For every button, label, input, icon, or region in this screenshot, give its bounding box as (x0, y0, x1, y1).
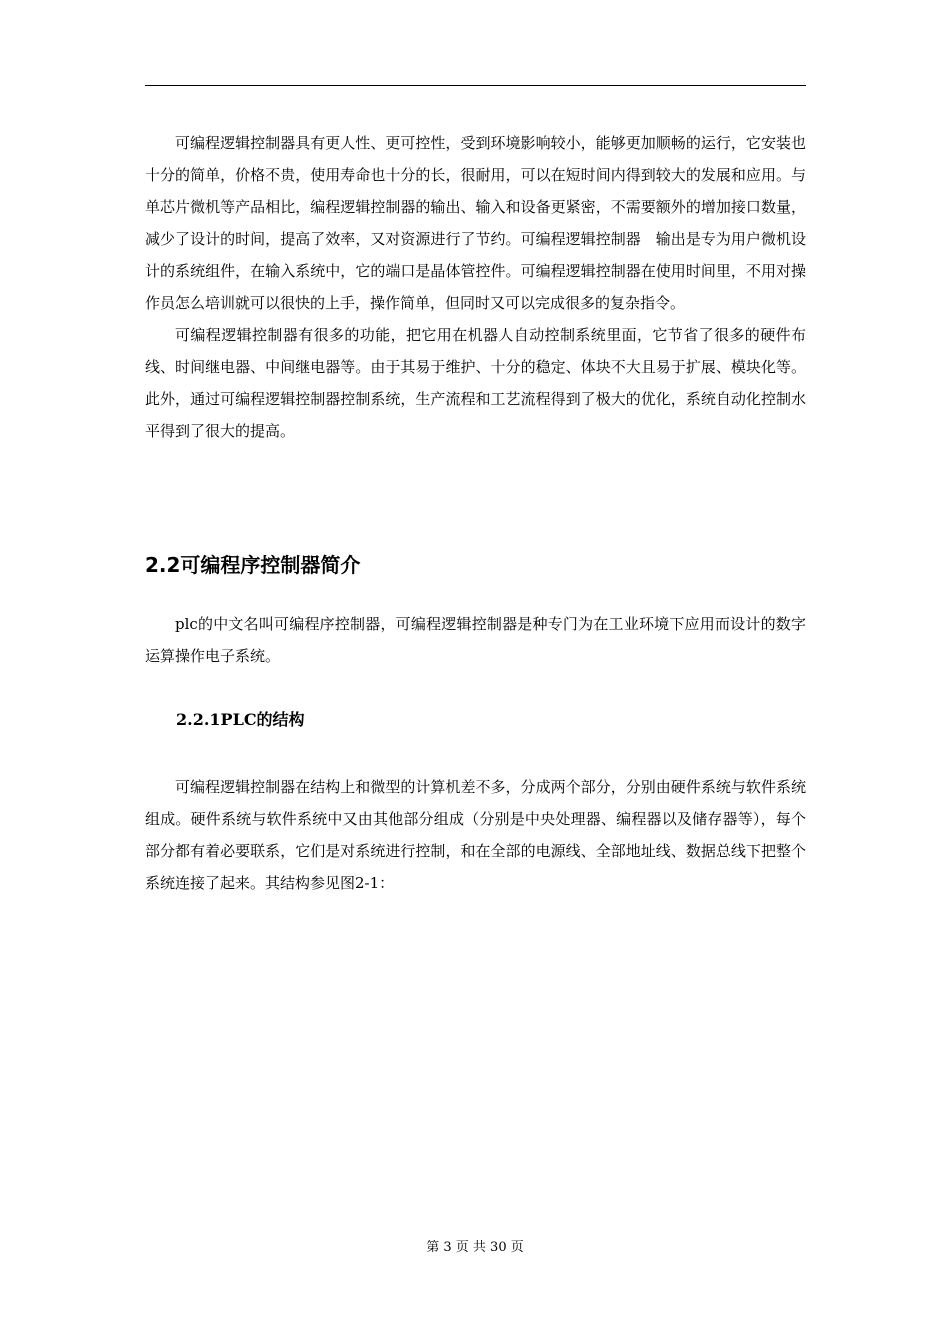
page-number-footer: 第 3 页 共 30 页 (426, 1240, 524, 1255)
paragraph-plc-structure: 可编程逻辑控制器在结构上和微型的计算机差不多，分成两个部分，分别由硬件系统与软件系统组成。硬件系统与软件系统中又由其他部分组成（分别是中央处理器、编程器以及储存器等），每个部分都有着必要联系，它们是对系统进行控制，和在全部的电源线、全部地址线、数据总线下把整个系统连接了起来。其结构参见图2-1： (145, 778, 806, 892)
intro-text-block (145, 127, 806, 447)
paragraph-plc-definition: plc的中文名叫可编程序控制器，可编程逻辑控制器是种专门为在工业环境下应用而设计的数字运算操作电子系统。 (145, 615, 806, 665)
section-2-2-text-block (145, 608, 806, 672)
header-rule (145, 85, 806, 86)
paragraph-plc-functions: 可编程逻辑控制器有很多的功能，把它用在机器人自动控制系统里面，它节省了很多的硬件布线、时间继电器、中间继电器等。由于其易于维护、十分的稳定、体块不大且易于扩展、模块化等。此外，通过可编程逻辑控制器控制系统，生产流程和工艺流程得到了极大的优化，系统自动化控制水平得到了很大的提高。 (145, 326, 806, 440)
section-2-2-1-text-block (145, 771, 806, 899)
subsection-heading-2-2-1: 2.2.1PLC的结构 (176, 710, 305, 729)
paragraph-plc-advantages: 可编程逻辑控制器具有更人性、更可控性，受到环境影响较小，能够更加顺畅的运行，它安装也十分的简单，价格不贵，使用寿命也十分的长，很耐用，可以在短时间内得到较大的发展和应用。与单芯片微机等产品相比，编程逻辑控制器的输出、输入和设备更紧密，不需要额外的增加接口数量，减少了设计的时间，提高了效率，又对资源进行了节约。可编程逻辑控制器 输出是专为用户微机设计的系统组件，在输入系统中，它的端口是晶体管控件。可编程逻辑控制器在使用时间里，不用对操作员怎么培训就可以很快的上手，操作简单，但同时又可以完成很多的复杂指令。 (145, 134, 806, 312)
section-heading-2-2: 2.2可编程序控制器简介 (145, 553, 361, 577)
